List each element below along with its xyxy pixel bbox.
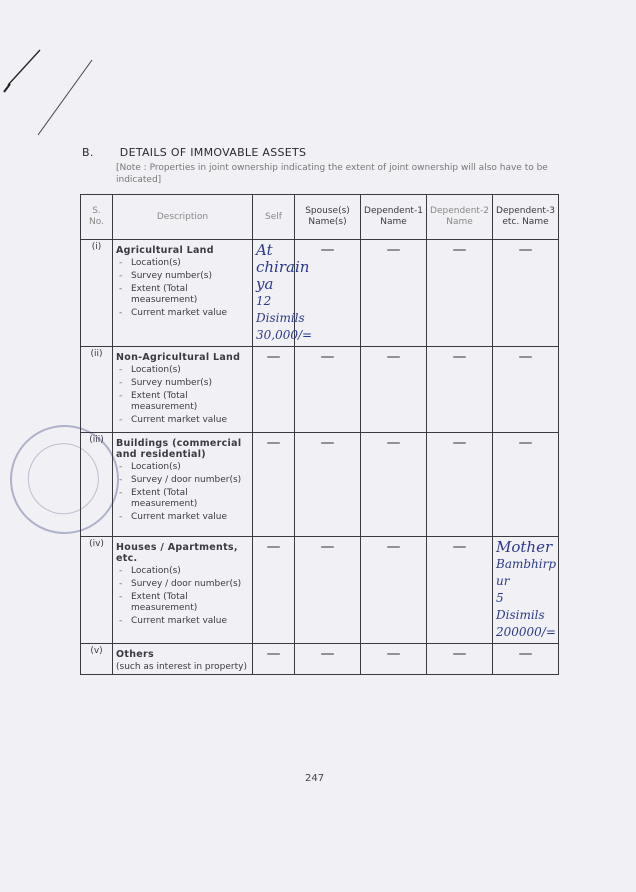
asset-category: Others [116,649,154,660]
table-row [81,347,559,433]
empty-dash-dep1: — [361,347,427,433]
header-self: Self [253,195,295,240]
asset-category: Non-Agricultural Land [116,352,241,363]
asset-subitem: - Extent (Total measurement) [116,391,249,413]
asset-subitem-list [116,566,249,627]
asset-category: Buildings (commercial and residential) [116,438,242,460]
section-heading [82,146,306,159]
table-row [81,644,559,675]
header-dependent-3: Dependent-3 etc. Name [493,195,559,240]
asset-subitem: - Location(s) [116,566,249,577]
section-title: DETAILS OF IMMOVABLE ASSETS [119,146,307,159]
empty-dash-self: — [253,537,295,644]
empty-dash-spouse: — [295,644,361,675]
empty-dash-dep2: — [427,433,493,537]
empty-dash-spouse: — [295,433,361,537]
handwritten-entry-dep3 [493,537,559,644]
asset-subitem: - Current market value [116,512,249,523]
header-description: Description [113,195,253,240]
asset-subitem: - Current market value [116,415,249,426]
empty-dash-dep1: — [361,433,427,537]
asset-category: Agricultural Land [116,245,214,256]
handwritten-line: ur [496,574,510,588]
empty-dash-self: — [253,347,295,433]
empty-dash-dep3: — [493,644,559,675]
header-dependent-2: Dependent-2 Name [427,195,493,240]
asset-subitem-list [116,258,249,319]
handwritten-line: Bambhirp [496,557,557,571]
table-row [81,240,559,347]
empty-dash-dep2: — [427,644,493,675]
row-description [113,433,253,537]
row-description [113,644,253,675]
asset-subitem: - Current market value [116,308,249,319]
asset-subitem: - Survey number(s) [116,271,249,282]
header-dependent-1: Dependent-1 Name [361,195,427,240]
handwritten-line: 5 Disimils [496,591,545,622]
empty-dash-self: — [253,644,295,675]
empty-dash-dep2: — [427,537,493,644]
row-serial-number: (ii) [81,347,113,433]
asset-subitem: - Survey number(s) [116,378,249,389]
asset-subitem: - Extent (Total measurement) [116,488,249,510]
empty-dash-spouse: — [295,347,361,433]
empty-dash-dep1: — [361,240,427,347]
handwritten-line: 30,000/= [256,328,313,342]
row-serial-number: (iii) [81,433,113,537]
empty-dash-dep2: — [427,347,493,433]
asset-subitem: - Extent (Total measurement) [116,592,249,614]
empty-dash-spouse: — [295,240,361,347]
asset-subitem: - Survey / door number(s) [116,475,249,486]
handwritten-line: ya [256,275,274,293]
section-note: [Note : Properties in joint ownership indicating the extent of joint ownership will also have to be indicated] [116,163,548,185]
asset-subitem: - Extent (Total measurement) [116,284,249,306]
row-description [113,347,253,433]
handwritten-entry-self [253,240,313,347]
asset-subitem: - Current market value [116,616,249,627]
empty-dash-dep1: — [361,644,427,675]
section-number: B. [82,146,94,159]
asset-subitem-list [116,462,249,523]
asset-subitem: - Location(s) [116,462,249,473]
handwritten-line: 12 Disimils [256,294,305,325]
row-description [113,537,253,644]
empty-dash-dep1: — [361,537,427,644]
handwritten-line: Mother [496,538,553,556]
asset-category: Houses / Apartments, etc. [116,542,238,564]
handwritten-line: 200000/= [496,625,556,639]
asset-subitem: - Location(s) [116,258,249,269]
asset-subitem-list [116,365,249,426]
empty-dash-spouse: — [295,537,361,644]
header-spouse: Spouse(s) Name(s) [295,195,361,240]
asset-subitem: (such as interest in property) [116,662,247,672]
handwritten-line: chirain [256,258,310,276]
empty-dash-self: — [253,433,295,537]
empty-dash-dep3: — [493,347,559,433]
handwritten-line: At [256,241,273,259]
row-serial-number: (v) [81,644,113,675]
asset-subitem: - Survey / door number(s) [116,579,249,590]
empty-dash-dep2: — [427,240,493,347]
page-number: 247 [305,773,325,784]
empty-dash-dep3: — [493,240,559,347]
asset-subitem: - Location(s) [116,365,249,376]
row-serial-number: (i) [81,240,113,347]
table-header-row [81,195,559,240]
table-row [81,537,559,644]
immovable-assets-table [80,194,559,675]
row-description [113,240,253,347]
row-serial-number: (iv) [81,537,113,644]
table-row [81,433,559,537]
header-sno: S. No. [81,195,113,240]
empty-dash-dep3: — [493,433,559,537]
